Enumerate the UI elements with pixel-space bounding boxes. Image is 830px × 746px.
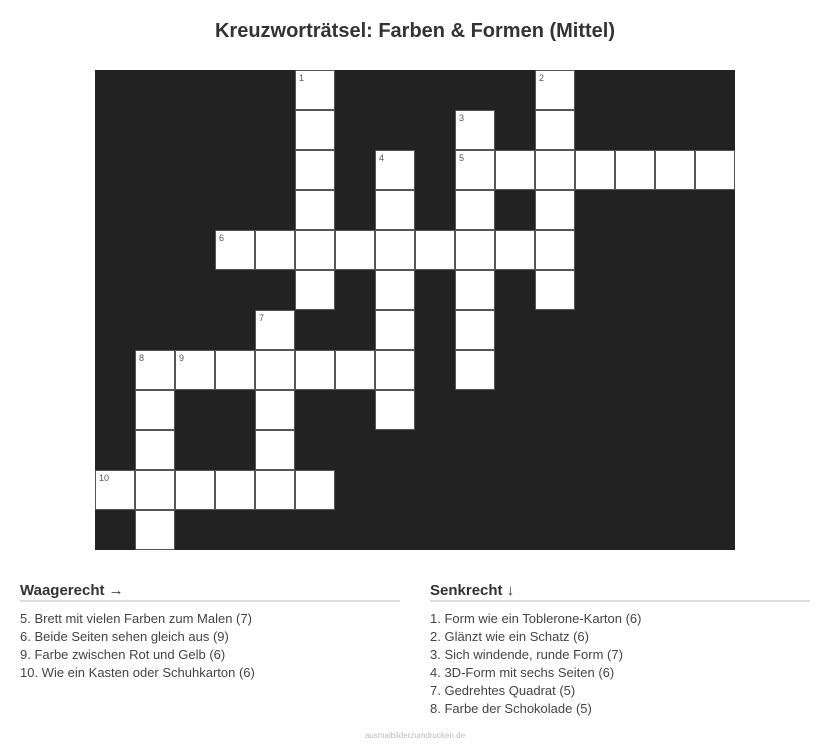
crossword-cell[interactable]: [455, 150, 495, 190]
footer-credit: ausmalbilderzumdrucken.de: [364, 731, 466, 740]
crossword-cell[interactable]: [335, 230, 375, 270]
clue-item: 10. Wie ein Kasten oder Schuhkarton (6): [20, 665, 255, 680]
crossword-cell[interactable]: [375, 310, 415, 350]
crossword-cell[interactable]: [535, 230, 575, 270]
crossword-cell[interactable]: [255, 390, 295, 430]
cell-number: 1: [299, 73, 305, 83]
crossword-cell[interactable]: [215, 470, 255, 510]
crossword-cell[interactable]: [375, 270, 415, 310]
crossword-cell[interactable]: [535, 70, 575, 110]
cell-number: 3: [459, 113, 465, 123]
crossword-cell[interactable]: [695, 150, 735, 190]
crossword-cell[interactable]: [135, 350, 175, 390]
clue-item: 9. Farbe zwischen Rot und Gelb (6): [20, 647, 226, 662]
crossword-cell[interactable]: [175, 350, 215, 390]
crossword-cell[interactable]: [495, 230, 535, 270]
crossword-cell[interactable]: [375, 350, 415, 390]
crossword-cell[interactable]: [415, 230, 455, 270]
clue-item: 1. Form wie ein Toblerone-Karton (6): [430, 611, 642, 626]
clue-item: 8. Farbe der Schokolade (5): [430, 701, 592, 716]
crossword-cell[interactable]: [295, 190, 335, 230]
cell-number: 4: [379, 153, 385, 163]
crossword-cell[interactable]: [175, 470, 215, 510]
cell-number: 7: [259, 313, 265, 323]
cell-number: 10: [99, 473, 110, 483]
crossword-cell[interactable]: [295, 150, 335, 190]
clue-item: 5. Brett mit vielen Farben zum Malen (7): [20, 611, 252, 626]
down-heading: Senkrecht ↓: [430, 582, 810, 602]
clue-item: 4. 3D-Form mit sechs Seiten (6): [430, 665, 615, 680]
crossword-cell[interactable]: [535, 190, 575, 230]
crossword-cell[interactable]: [615, 150, 655, 190]
cell-number: 8: [139, 353, 145, 363]
across-clue-list: [20, 610, 400, 682]
crossword-cell[interactable]: [375, 390, 415, 430]
crossword-cell[interactable]: [295, 270, 335, 310]
crossword-cell[interactable]: [135, 390, 175, 430]
crossword-cell[interactable]: [455, 110, 495, 150]
crossword-cell[interactable]: [135, 470, 175, 510]
crossword-cell[interactable]: [295, 350, 335, 390]
crossword-cell[interactable]: [455, 310, 495, 350]
down-clues-section: [430, 582, 810, 718]
clue-item: 6. Beide Seiten sehen gleich aus (9): [20, 629, 229, 644]
crossword-cell[interactable]: [575, 150, 615, 190]
crossword-cell[interactable]: [295, 470, 335, 510]
crossword-cell[interactable]: [255, 470, 295, 510]
across-heading: Waagerecht →: [20, 582, 400, 602]
crossword-cell[interactable]: [655, 150, 695, 190]
cell-number: 6: [219, 233, 225, 243]
crossword-cell[interactable]: [455, 190, 495, 230]
crossword-cell[interactable]: [135, 510, 175, 550]
clue-item: 2. Glänzt wie ein Schatz (6): [430, 629, 589, 644]
crossword-cell[interactable]: [295, 70, 335, 110]
crossword-cell[interactable]: [495, 150, 535, 190]
crossword-cell[interactable]: [255, 350, 295, 390]
crossword-cell[interactable]: [135, 430, 175, 470]
crossword-cell[interactable]: [375, 230, 415, 270]
crossword-cell[interactable]: [255, 430, 295, 470]
clue-item: 7. Gedrehtes Quadrat (5): [430, 683, 576, 698]
across-clues-section: [20, 582, 400, 682]
clue-item: 3. Sich windende, runde Form (7): [430, 647, 623, 662]
cell-number: 2: [539, 73, 545, 83]
page-title: Kreuzworträtsel: Farben & Formen (Mittel): [214, 20, 616, 42]
crossword-cell[interactable]: [535, 150, 575, 190]
crossword-cell[interactable]: [215, 350, 255, 390]
crossword-cell[interactable]: [295, 110, 335, 150]
crossword-cell[interactable]: [335, 350, 375, 390]
crossword-cell[interactable]: [295, 230, 335, 270]
crossword-cell[interactable]: [375, 150, 415, 190]
crossword-cell[interactable]: [535, 270, 575, 310]
crossword-cell[interactable]: [455, 230, 495, 270]
cell-number: 9: [179, 353, 185, 363]
down-clue-list: [430, 610, 810, 718]
crossword-cell[interactable]: [215, 230, 255, 270]
cell-number: 5: [459, 153, 465, 163]
crossword-cell[interactable]: [255, 310, 295, 350]
crossword-cell[interactable]: [455, 350, 495, 390]
crossword-cell[interactable]: [375, 190, 415, 230]
crossword-cell[interactable]: [535, 110, 575, 150]
crossword-grid: [95, 70, 735, 550]
crossword-cell[interactable]: [255, 230, 295, 270]
crossword-cell[interactable]: [95, 470, 135, 510]
crossword-cell[interactable]: [455, 270, 495, 310]
